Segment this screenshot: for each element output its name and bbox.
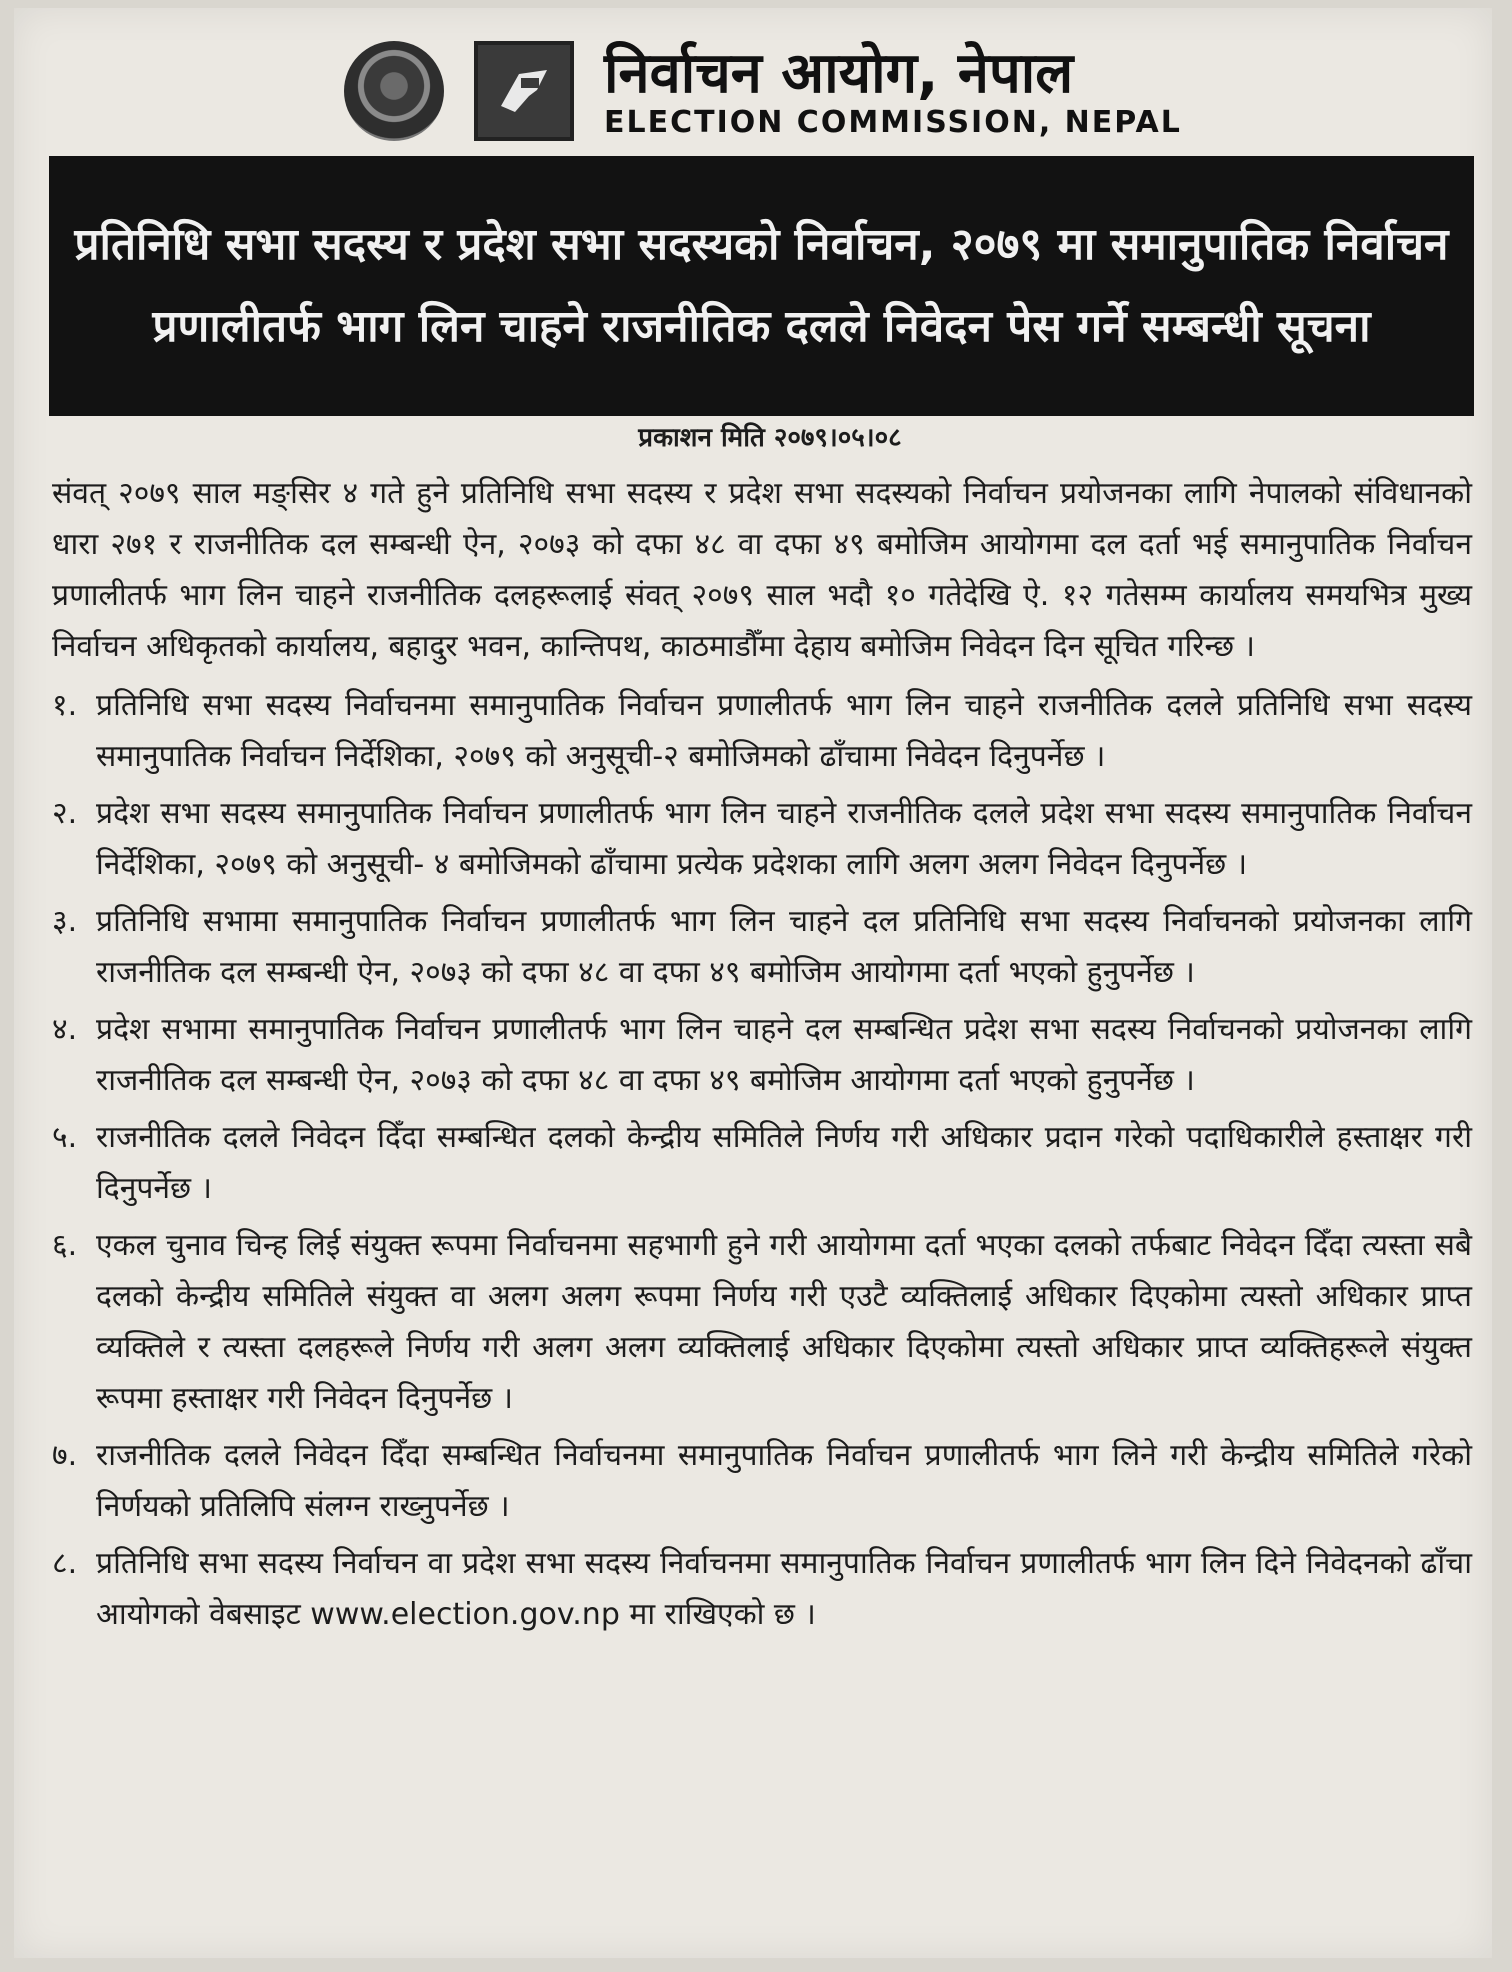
election-commission-logo [474,41,574,141]
publication-date: प्रकाशन मिति २०७९।०५।०८ [638,423,902,453]
item-number: ७. [52,1438,78,1473]
item-text: राजनीतिक दलले निवेदन दिँदा सम्बन्धित निर्वाचनमा समानुपातिक निर्वाचन प्रणालीतर्फ भाग लिने गरी केन्द्रीय समितिले गरेको निर्णयको प्रतिलिपि संलग्न राख्नुपर्नेछ । [96,1438,1472,1524]
notice-title: प्रतिनिधि सभा सदस्य र प्रदेश सभा सदस्यको निर्वाचन, २०७९ मा समानुपातिक निर्वाचन प्रणालीतर्फ भाग लिन चाहने राजनीतिक दलले निवेदन पेस गर्ने सम्बन्धी सूचना [74,219,1449,352]
ballot-hand-icon [489,56,559,126]
item-number: ४. [52,1012,78,1047]
item-number: ८. [52,1546,78,1581]
notice-items-list [52,680,1472,1640]
item-text: प्रतिनिधि सभा सदस्य निर्वाचन वा प्रदेश सभा सदस्य निर्वाचनमा समानुपातिक निर्वाचन प्रणालीतर्फ भाग लिन दिने निवेदनको ढाँचा आयोगको वेबसाइट www.election.gov.np मा राखिएको छ । [96,1546,1472,1632]
list-item [52,896,1472,998]
item-number: २. [52,796,78,831]
nepal-emblem-logo [344,41,444,141]
list-item [52,788,1472,890]
list-item [52,1220,1472,1424]
list-item [52,1112,1472,1214]
list-item [52,1430,1472,1532]
item-text: प्रदेश सभा सदस्य समानुपातिक निर्वाचन प्रणालीतर्फ भाग लिन चाहने राजनीतिक दलले प्रदेश सभा सदस्य समानुपातिक निर्वाचन निर्देशिका, २०७९ को अनुसूची- ४ बमोजिमको ढाँचामा प्रत्येक प्रदेशका लागि अलग अलग निवेदन दिनुपर्नेछ । [96,796,1472,882]
item-text: प्रतिनिधि सभा सदस्य निर्वाचनमा समानुपातिक निर्वाचन प्रणालीतर्फ भाग लिन चाहने राजनीतिक दलले प्रतिनिधि सभा सदस्य समानुपातिक निर्वाचन निर्देशिका, २०७९ को अनुसूची-२ बमोजिमको ढाँचामा निवेदन दिनुपर्नेछ । [96,688,1472,774]
item-number: ६. [52,1228,78,1263]
list-item [52,680,1472,782]
item-text: प्रतिनिधि सभामा समानुपातिक निर्वाचन प्रणालीतर्फ भाग लिन चाहने दल प्रतिनिधि सभा सदस्य निर्वाचनको प्रयोजनका लागि राजनीतिक दल सम्बन्धी ऐन, २०७३ को दफा ४८ वा दफा ४९ बमोजिम आयोगमा दर्ता भएको हुनुपर्नेछ । [96,904,1472,990]
org-name-nepali: निर्वाचन आयोग, नेपाल [604,40,1074,106]
item-number: ३. [52,904,78,939]
newspaper-notice [14,8,1492,1958]
notice-body [52,468,1472,1646]
list-item [52,1538,1472,1640]
item-text: प्रदेश सभामा समानुपातिक निर्वाचन प्रणालीतर्फ भाग लिन चाहने दल सम्बन्धित प्रदेश सभा सदस्य निर्वाचनको प्रयोजनका लागि राजनीतिक दल सम्बन्धी ऐन, २०७३ को दफा ४८ वा दफा ४९ बमोजिम आयोगमा दर्ता भएको हुनुपर्नेछ । [96,1012,1472,1098]
intro-paragraph: संवत् २०७९ साल मङ्सिर ४ गते हुने प्रतिनिधि सभा सदस्य र प्रदेश सभा सदस्यको निर्वाचन प्रयोजनका लागि नेपालको संविधानको धारा २७१ र राजनीतिक दल सम्बन्धी ऐन, २०७३ को दफा ४८ वा दफा ४९ बमोजिम आयोगमा दल दर्ता भई समानुपातिक निर्वाचन प्रणालीतर्फ भाग लिन चाहने राजनीतिक दलहरूलाई संवत् २०७९ साल भदौ १० गतेदेखि ऐ. १२ गतेसम्म कार्यालय समयभित्र मुख्य निर्वाचन अधिकृतको कार्यालय, बहादुर भवन, कान्तिपथ, काठमाडौँमा देहाय बमोजिम निवेदन दिन सूचित गरिन्छ । [52,476,1472,664]
item-text: एकल चुनाव चिन्ह लिई संयुक्त रूपमा निर्वाचनमा सहभागी हुने गरी आयोगमा दर्ता भएका दलको तर्फबाट निवेदन दिँदा त्यस्ता सबै दलको केन्द्रीय समितिले संयुक्त वा अलग अलग रूपमा निर्णय गरी एउटै व्यक्तिलाई अधिकार दिएकोमा त्यस्तो अधिकार प्राप्त व्यक्तिले र त्यस्ता दलहरूले निर्णय गरी अलग अलग व्यक्तिलाई अधिकार दिएकोमा त्यस्तो अधिकार प्राप्त व्यक्तिहरूले संयुक्त रूपमा हस्ताक्षर गरी निवेदन दिनुपर्नेछ । [96,1228,1472,1416]
item-number: १. [52,688,78,723]
org-name-block [604,40,1182,140]
item-text: राजनीतिक दलले निवेदन दिँदा सम्बन्धित दलको केन्द्रीय समितिले निर्णय गरी अधिकार प्रदान गरेको पदाधिकारीले हस्ताक्षर गरी दिनुपर्नेछ । [96,1120,1472,1206]
item-number: ५. [52,1120,78,1155]
notice-header [344,36,1244,146]
list-item [52,1004,1472,1106]
org-name-english: ELECTION COMMISSION, NEPAL [604,104,1182,140]
notice-title-banner [49,156,1474,416]
